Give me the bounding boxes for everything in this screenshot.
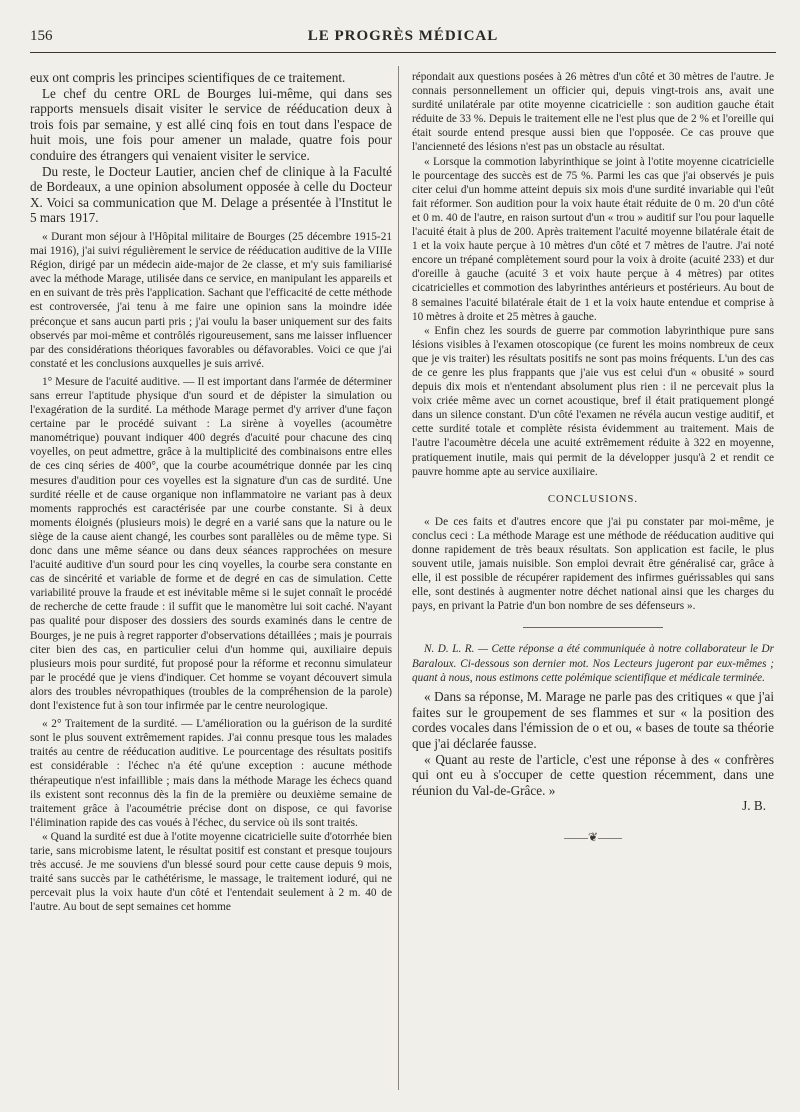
quoted-paragraph: « Lorsque la commotion labyrinthique se joint à l'otite moyenne cicatricielle le pourcentage des succès est de 75 %. Parmi les cas que j'ai observés je puis citer celui d'un homme atteint depuis six mois d'une surdité invariable qui l'eût fait réformer. Son audition pour la voix haute était réduite de 0 m. 20 d'un côté et 0 m. 40 de l'autre, en raison surtout d'un « trou » auditif sur l'ou pour laquelle l'acuité était à plus de 200. Après traitement l'acuité moyenne bilatérale était de 1 et la voix haute perçue à 10 mètres d'un côté et 7 mètres de l'autre. J'ai noté encore un trépané complètement sourd pour la voix à droite (acuité 233) et dur d'oreille à gauche (acuité 3 et voix haute perçue à 4 mètres) par otites cicatricielles et commotion des labyrinthes antérieurs et postérieurs. Au bout de 8 semaines l'acuité bilatérale était de 1 et la voix haute entendue et comprise à 10 mètres à droite et 25 mètres à gauche.	[412, 155, 774, 323]
quoted-paragraph: 1° Mesure de l'acuité auditive. — Il est important dans l'armée de déterminer sans erreur l'aptitude physique d'un sourd et de dépister la simulation ou l'exagération de la surdité. La méthode Marage permet d'y arriver d'une façon certaine par le procédé suivant : La sirène à voyelles (acoumètre manométrique) pouvant indiquer 400 degrés d'acuité pour chacune des cinq voyelles, on peut admettre, grâce à la multiplicité des combinaisons entre elles de ces cinq séries de 400°, que la courbe acoumétrique donnée par les cinq mesures d'audition pour ces voyelles est la signature d'un cas de surdité. Une surdité réelle et de cause organique non inflammatoire ne variant pas à deux moments rapprochés est caractérisée par une courbe constante. Si à deux moments éloignés (plusieurs mois) le degré en a varié sans que la nature ou le siège de la cause aient changé, les courbes sont parallèles ou de même type. Si donc dans une même séance ou dans deux séances rapprochées on mesure l'acuité auditive d'un sourd pour les cinq voyelles, la courbe sera constante en cas de sincérité et variable de forme et de degré en cas de simulation. Cette variabilité prouve la fraude et est inévitable même si le sujet connaît le procédé de recherche de cette fraude : il suffit que le manomètre lui soit caché. N'ayant pas qualité pour disposer des dossiers des sourds examinés dans le centre de Bourges, je ne puis à regret rapporter d'observations détaillées ; mais je pourrais citer bien des cas, en particulier celui d'un homme qui, auxiliaire depuis plusieurs mois pour surdité, fut proposé pour la réforme et reconnu simulateur par le procédé que je viens d'indiquer. Cet homme se voyant découvert simula alors des troubles névropathiques (troubles de la compréhension de la parole) dont l'existence fut à son tour infirmée par le centre neurologique.	[30, 375, 392, 713]
conclusion-paragraph: « De ces faits et d'autres encore que j'ai pu constater par moi-même, je conclus ceci : La méthode Marage est une méthode de rééducation auditive qui donne rapidement de très beaux résultats. Son application est facile, le plus souvent utile, jamais nuisible. Son emploi devrait être généralisé car, grâce à elle, il est possible de récupérer rapidement des infirmes guérissables qui sans elle, sont destinés à augmenter notre déchet national ainsi que les charges du pays, en privant la Patrie d'un bon nombre de ses défenseurs ».	[412, 515, 774, 613]
page-header	[30, 28, 776, 53]
column-divider	[398, 66, 399, 1090]
ornament-divider: ——❦——	[563, 830, 623, 845]
section-heading-conclusions: CONCLUSIONS.	[547, 492, 639, 505]
quoted-paragraph: « Quand la surdité est due à l'otite moyenne cicatricielle suite d'otorrhée bien tarie, sans microbisme latent, le résultat positif est constant et presque toujours très accusé. Je me souviens d'un blessé sourd pour cette cause depuis 9 mois, traité sans succès par le cathétérisme, le massage, le traitement ioduré, qui ne percevait plus la voix haute d'un côté et l'entendait seulement à 2 m. 40 de l'autre. Au bout de sept semaines cet homme	[30, 830, 392, 914]
section-rule	[523, 627, 663, 628]
quoted-paragraph: « 2° Traitement de la surdité. — L'amélioration ou la guérison de la surdité sont le plus souvent extrêmement rapides. J'ai connu presque tous les malades traités au centre de rééducation auditive. Le pourcentage des résultats positifs est considérable : l'échec n'a été qu'une exception : aucune méthode thérapeutique n'est infaillible ; mais dans la méthode Marage les échecs quand ils existent sont reconnus dès la fin de la première ou deuxième semaine de traitement grâce à l'acoumétrie précise dont on dispose, ce qui favorise l'élimination rapide des cas voués à l'échec, du service où ils sont traités.	[30, 718, 392, 829]
reply-paragraph: « Dans sa réponse, M. Marage ne parle pas des critiques « que j'ai faites sur le groupement de ses flammes et sur « la position des cordes vocales dans l'émission de o et ou, « bases de toute sa théorie que j'ai déclarée fausse.	[412, 689, 774, 752]
paragraph: eux ont compris les principes scientifiques de ce traitement.	[30, 70, 346, 85]
quoted-paragraph: « Durant mon séjour à l'Hôpital militaire de Bourges (25 décembre 1915-21 mai 1916), j'ai suivi régulièrement le service de rééducation auditive de la VIIIe Région, dirigé par un médecin aide-major de 2e classe, et m'y suis familiarisé avec la méthode Marage, utilisée dans ce service, en manipulant les appareils et en en suivant de très près l'application. Sachant que l'efficacité de cette méthode est controversée, j'ai tenu à me faire une opinion sans la moindre idée préconçue et sans aucun parti pris ; j'ai voulu la baser uniquement sur des faits observés par moi-même et contrôlés rigoureusement, sans me laisser influencer par des considérations théoriques favorables ou défavorables. Voici ce que j'ai constaté et les conclusions auxquelles je suis arrivé.	[30, 230, 392, 370]
left-column	[30, 70, 392, 1090]
signature: J. B.	[742, 798, 766, 814]
paragraph: Du reste, le Docteur Lautier, ancien chef de clinique à la Faculté de Bordeaux, a une opinion absolument opposée à celle du Docteur X. Voici sa communication que M. Delage a présentée à l'Institut le 5 mars 1917.	[30, 163, 392, 226]
reply-paragraph: « Quant au reste de l'article, c'est une réponse à des « confrères qui ont eu à s'occuper de cette question récemment, dans une réunion du Val-de-Grâce. »	[412, 751, 774, 798]
right-column	[412, 70, 774, 1090]
journal-title: LE PROGRÈS MÉDICAL	[307, 28, 499, 44]
page-number: 156	[30, 28, 53, 44]
quoted-paragraph: « Enfin chez les sourds de guerre par commotion labyrinthique pure sans lésions visibles à l'examen otoscopique (ce furent les moins nombreux de ceux que je vis traiter) les résultats positifs ne sont pas moins fréquents. L'un des cas de ce genre les plus frappants que j'aie vus est celui d'un « obusité » sourd depuis dix mois et n'entendant absolument plus rien : il ne percevait plus la voix criée même avec un cornet acoustique, bref il était pratiquement plongé dans un silence constant. D'un côté l'examen ne révéla aucun vestige auditif, et cette surdité totale et complète résista évidemment au traitement. Mais de l'autre l'acoumètre décela une acuité extrêmement réduite à 322 en moyenne, pratiquement inutile, mais qui permit de la développer jusqu'à 2 et rendit ce pauvre homme apte au service auxiliaire.	[412, 324, 774, 478]
paragraph: Le chef du centre ORL de Bourges lui-même, qui dans ses rapports mensuels disait visiter le service de rééducation deux à trois fois par semaine, y est allé cinq fois en tout dans l'espace de huit mois, une fois pour amener un malade, quatre fois pour conduire des étrangers qui venaient visiter le service.	[30, 85, 392, 163]
editor-note: N. D. L. R. — Cette réponse a été communiquée à notre collaborateur le Dr Baraloux. Ci-dessous son dernier mot. Nos Lecteurs jugeront par eux-mêmes ; quant à nous, nous estimons cette polémique scientifique et médicale terminée.	[412, 643, 774, 684]
quoted-paragraph: répondait aux questions posées à 26 mètres d'un côté et 30 mètres de l'autre. Je connais personnellement un officier qui, depuis vingt-trois ans, avait une surdité unilatérale par otite moyenne cicatricielle : son audition gauche était réduite de 33 %. Depuis le traitement elle ne l'est plus que de 2 % et l'oreille qui était sourde entend presque aussi bien que l'opposée. Ce cas prouve que l'ancienneté des lésions n'est pas un obstacle au résultat.	[412, 71, 774, 154]
